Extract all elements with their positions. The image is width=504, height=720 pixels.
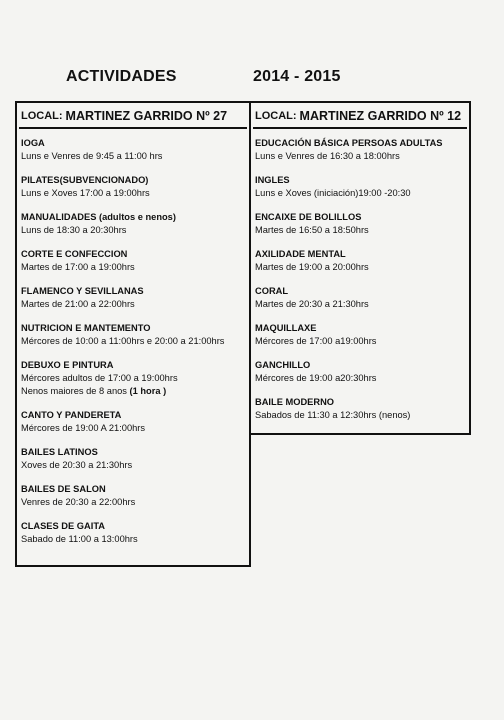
activity-name: BAILES DE SALON	[21, 484, 106, 494]
activity-item	[255, 359, 467, 385]
activity-name: GANCHILLO	[255, 360, 311, 370]
activity-item	[255, 248, 467, 274]
local-12-box	[249, 101, 471, 435]
activity-item	[21, 248, 247, 274]
activity-schedule: Martes de 20:30 a 21:30hrs	[255, 299, 369, 309]
activity-list	[21, 137, 247, 557]
local-27-title	[19, 105, 247, 129]
local-12-title	[253, 105, 467, 129]
activity-schedule: Venres de 20:30 a 22:00hrs	[21, 497, 136, 507]
local-name: MARTINEZ GARRIDO Nº 27	[65, 109, 228, 123]
activity-schedule: Mércores de 17:00 a19:00hrs	[255, 336, 377, 346]
activity-item	[21, 359, 247, 398]
activity-schedule: Luns e Xoves 17:00 a 19:00hrs	[21, 188, 150, 198]
activity-name: BAILES LATINOS	[21, 447, 98, 457]
activity-name: INGLES	[255, 175, 290, 185]
activity-item	[255, 174, 467, 200]
activity-schedule: Martes de 19:00 a 20:00hrs	[255, 262, 369, 272]
activity-schedule: Martes de 21:00 a 22:00hrs	[21, 299, 135, 309]
local-27-box	[15, 101, 251, 567]
activity-name: NUTRICION E MANTEMENTO	[21, 323, 151, 333]
school-year: 2014 - 2015	[253, 68, 341, 85]
activity-name: CORAL	[255, 286, 289, 296]
activity-schedule: Mércores de 10:00 a 11:00hrs e 20:00 a 21:00hrs	[21, 336, 225, 346]
activity-item	[21, 446, 247, 472]
local-label: LOCAL:	[21, 110, 63, 122]
activity-schedule: Sabados de 11:30 a 12:30hrs (nenos)	[255, 410, 411, 420]
activity-item	[21, 409, 247, 435]
activity-name: CANTO Y PANDERETA	[21, 410, 122, 420]
activity-item	[21, 322, 247, 348]
activity-item	[255, 211, 467, 237]
activity-name: DEBUXO E PINTURA	[21, 360, 114, 370]
activity-item	[21, 211, 247, 237]
activity-schedule: Luns e Venres de 16:30 a 18:00hrs	[255, 151, 400, 161]
activity-name: AXILIDADE MENTAL	[255, 249, 346, 259]
activity-item	[21, 520, 247, 546]
activity-name: CLASES DE GAITA	[21, 521, 106, 531]
activity-item	[255, 322, 467, 348]
local-label: LOCAL:	[255, 110, 297, 122]
activity-list	[255, 137, 467, 433]
activity-item	[21, 285, 247, 311]
activity-item	[21, 483, 247, 509]
activity-name: EDUCACIÓN BÁSICA PERSOAS ADULTAS	[255, 138, 443, 148]
activity-name: CORTE E CONFECCION	[21, 249, 128, 259]
activity-schedule: Sabado de 11:00 a 13:00hrs	[21, 534, 138, 544]
local-name: MARTINEZ GARRIDO Nº 12	[299, 109, 462, 123]
activity-schedule: Luns e Venres de 9:45 a 11:00 hrs	[21, 151, 163, 161]
activity-name: IOGA	[21, 138, 45, 148]
activity-item	[255, 396, 467, 422]
activity-schedule: Mércores adultos de 17:00 a 19:00hrs	[21, 373, 178, 383]
activity-name: MAQUILLAXE	[255, 323, 317, 333]
activity-item	[255, 285, 467, 311]
activity-name: MANUALIDADES (adultos e nenos)	[21, 212, 176, 222]
activity-item	[255, 137, 467, 163]
activity-schedule: Luns e Xoves (iniciación)19:00 -20:30	[255, 188, 411, 198]
activity-name: BAILE MODERNO	[255, 397, 335, 407]
activity-schedule: Martes de 16:50 a 18:50hrs	[255, 225, 369, 235]
activity-name: PILATES(SUBVENCIONADO)	[21, 175, 149, 185]
activity-schedule: Luns de 18:30 a 20:30hrs	[21, 225, 127, 235]
activity-name: FLAMENCO Y SEVILLANAS	[21, 286, 144, 296]
activity-schedule: Martes de 17:00 a 19:00hrs	[21, 262, 135, 272]
activity-schedule: Xoves de 20:30 a 21:30hrs	[21, 460, 133, 470]
activity-schedule: Mércores de 19:00 A 21:00hrs	[21, 423, 146, 433]
activity-schedule: Mércores de 19:00 a20:30hrs	[255, 373, 377, 383]
activity-item	[21, 137, 247, 163]
activity-item	[21, 174, 247, 200]
activity-name: ENCAIXE DE BOLILLOS	[255, 212, 362, 222]
activity-schedule-note: Nenos maiores de 8 anos (1 hora )	[21, 386, 167, 396]
page-title: ACTIVIDADES	[66, 68, 177, 85]
